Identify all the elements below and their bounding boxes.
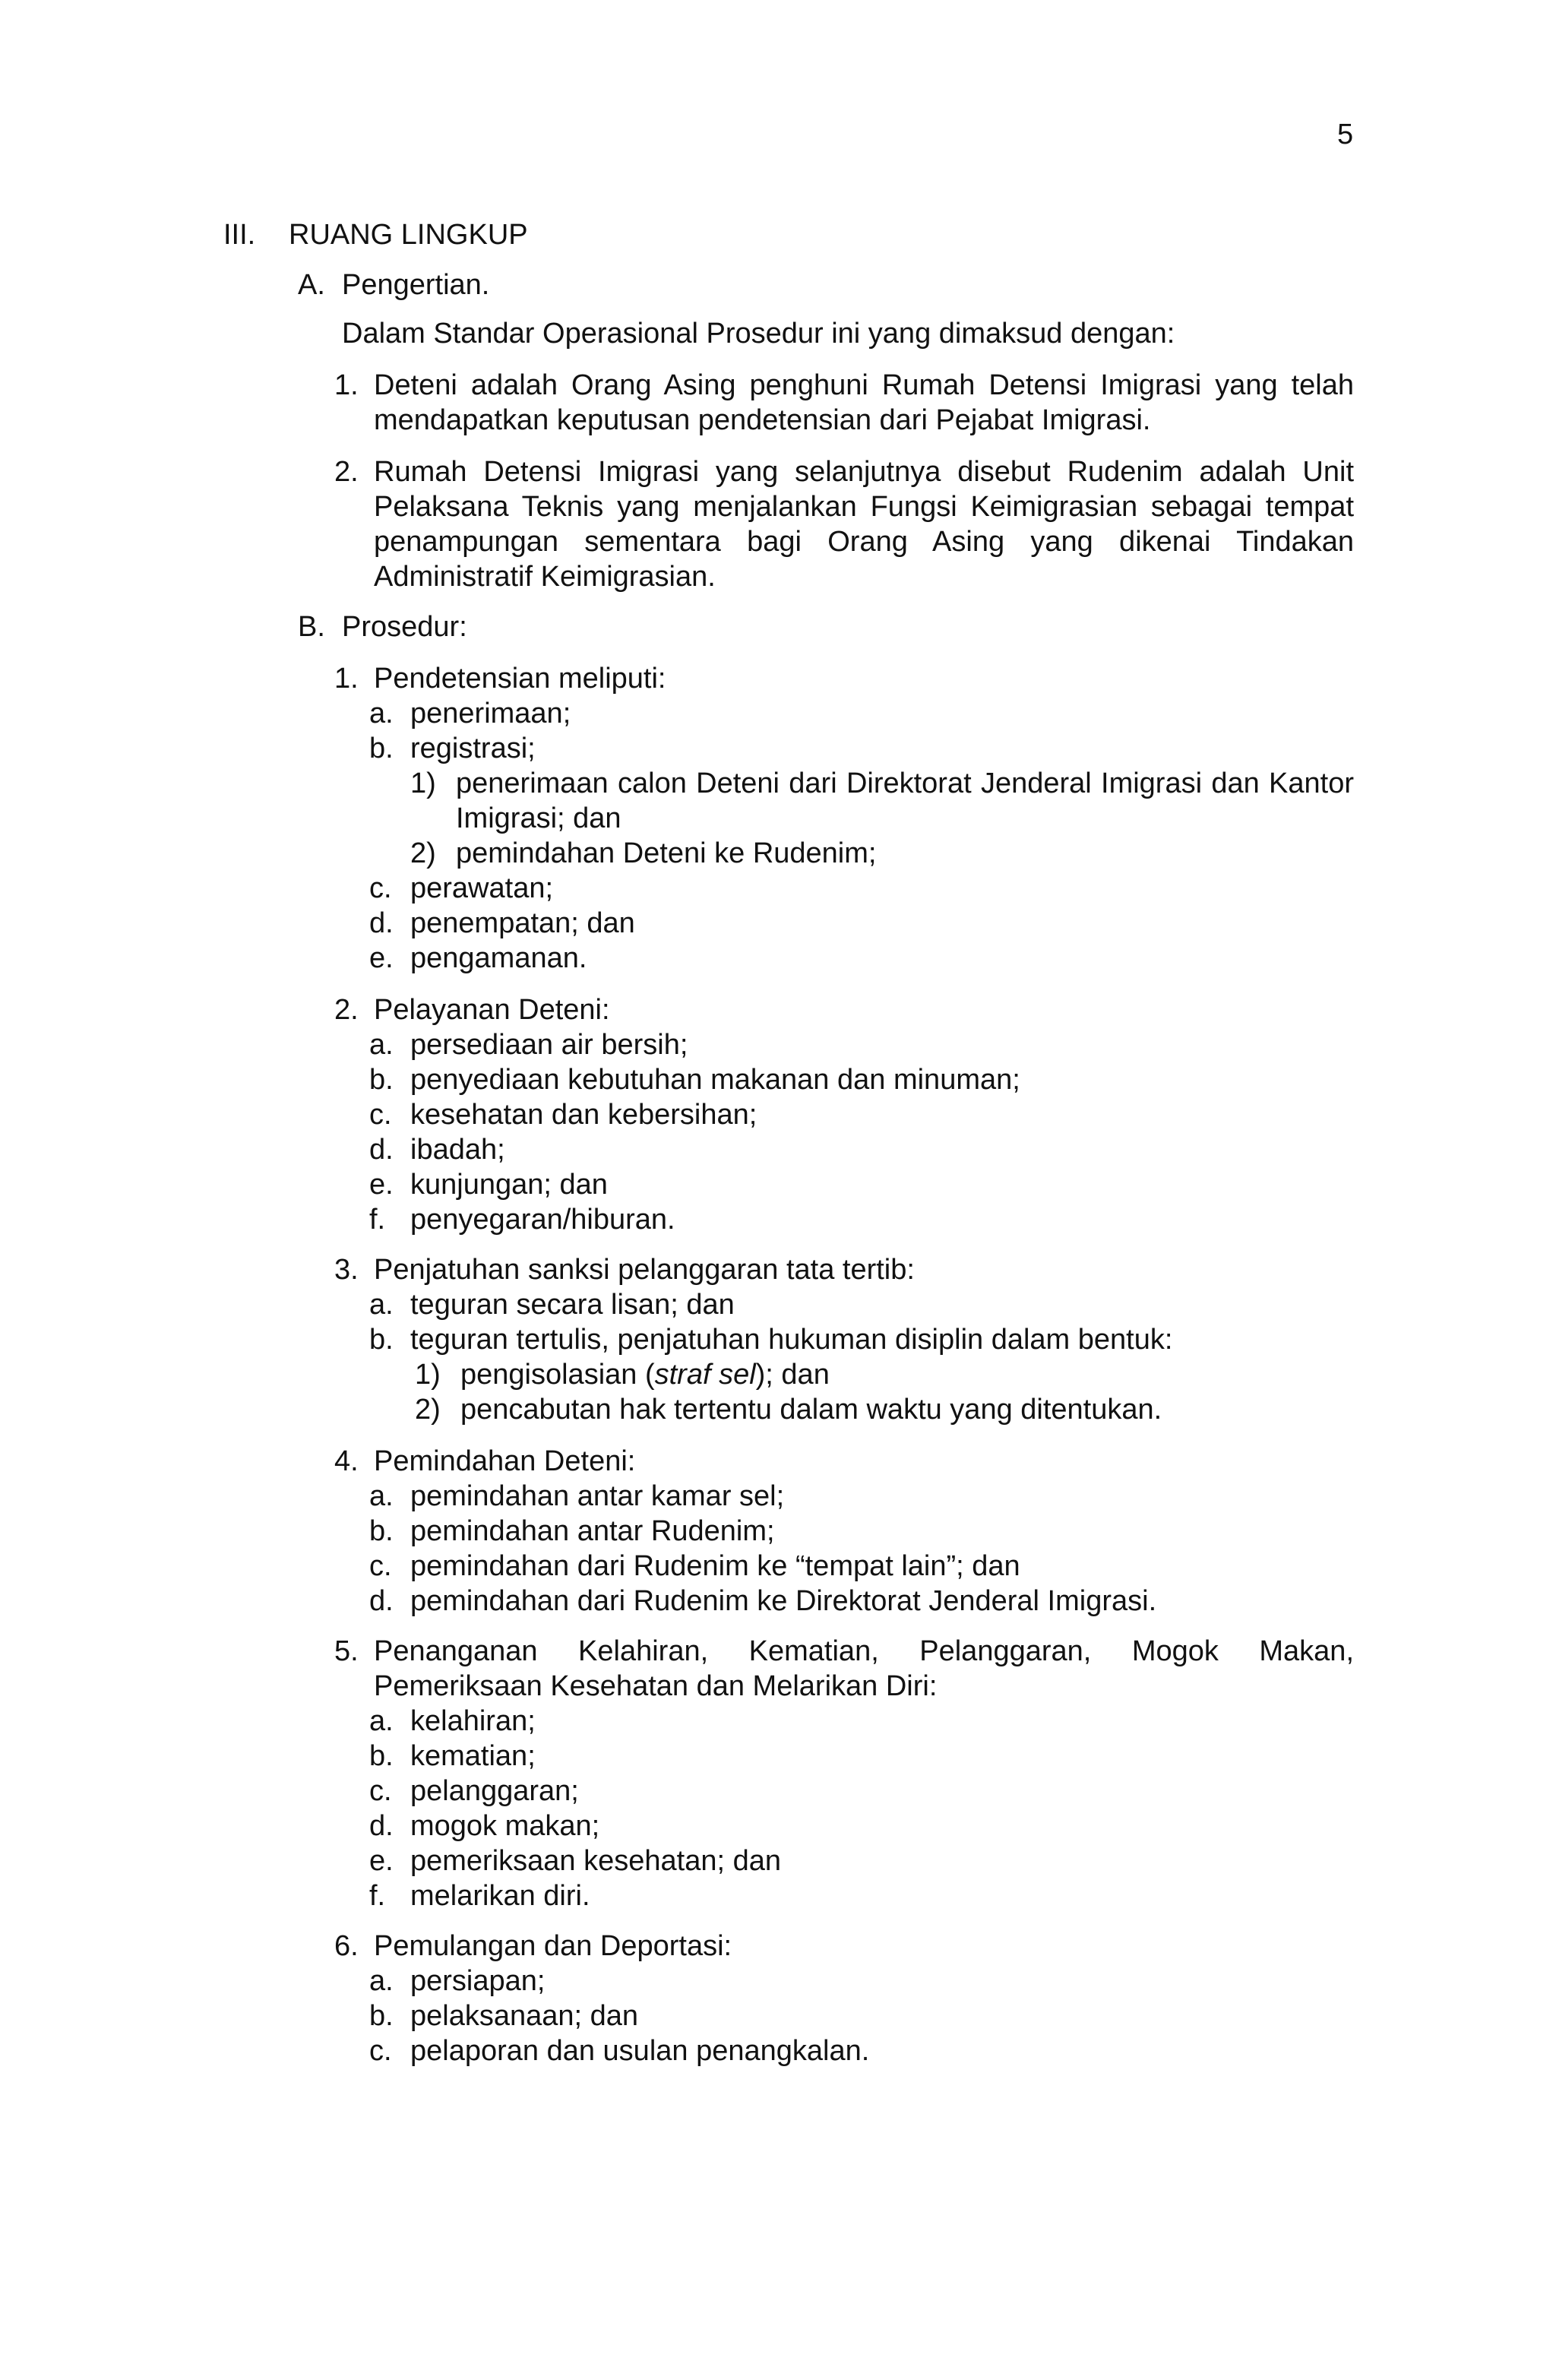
list-item: penyediaan kebutuhan makanan dan minuman; <box>410 1064 1020 1096</box>
list-item: persediaan air bersih; <box>410 1029 688 1061</box>
list-item: pemeriksaan kesehatan; dan <box>410 1845 781 1877</box>
list-item: melarikan diri. <box>410 1880 590 1912</box>
list-label: e. <box>369 1169 394 1201</box>
list-label: f. <box>369 1880 386 1912</box>
list-label: b. <box>369 1064 394 1096</box>
definition-1-number: 1. <box>334 369 359 401</box>
list-item: kunjungan; dan <box>410 1169 608 1201</box>
list-label: c. <box>369 1775 392 1807</box>
subsection-a-title: Pengertian. <box>342 269 490 301</box>
list-label: e. <box>369 1845 394 1877</box>
emphasis-text: straf sel <box>654 1359 756 1391</box>
list-item: pelanggaran; <box>410 1775 579 1807</box>
list-item: kesehatan dan kebersihan; <box>410 1099 757 1131</box>
list-label: b. <box>369 1515 394 1547</box>
procedure-6-title: Pemulangan dan Deportasi: <box>374 1930 732 1962</box>
list-item: penerimaan; <box>410 698 571 730</box>
list-label: a. <box>369 1289 394 1321</box>
list-label: d. <box>369 1585 394 1617</box>
list-item: teguran tertulis, penjatuhan hukuman disiplin dalam bentuk: <box>410 1324 1173 1356</box>
list-label: b. <box>369 733 394 764</box>
list-label: a. <box>369 1480 394 1512</box>
procedure-4-title: Pemindahan Deteni: <box>374 1445 636 1477</box>
sublist-label: 2) <box>415 1394 441 1426</box>
procedure-1-number: 1. <box>334 663 359 695</box>
list-item: pengamanan. <box>410 942 587 974</box>
list-item: ibadah; <box>410 1134 505 1166</box>
procedure-6-number: 6. <box>334 1930 359 1962</box>
sublist-text: pengisolasian ( <box>460 1359 655 1391</box>
procedure-5-number: 5. <box>334 1635 359 1667</box>
procedure-3-title: Penjatuhan sanksi pelanggaran tata tertib: <box>374 1254 915 1286</box>
list-item: kematian; <box>410 1740 536 1772</box>
sublist-item <box>460 1357 830 1392</box>
list-item: pemindahan antar Rudenim; <box>410 1515 775 1547</box>
sublist-label: 2) <box>410 837 436 869</box>
subsection-a-intro: Dalam Standar Operasional Prosedur ini yang dimaksud dengan: <box>342 318 1175 350</box>
list-item: teguran secara lisan; dan <box>410 1289 735 1321</box>
procedure-4-number: 4. <box>334 1445 359 1477</box>
list-label: a. <box>369 1705 394 1737</box>
list-label: b. <box>369 1740 394 1772</box>
sublist-label: 1) <box>410 767 436 799</box>
list-item: pemindahan dari Rudenim ke Direktorat Jenderal Imigrasi. <box>410 1585 1157 1617</box>
list-item: persiapan; <box>410 1965 546 1997</box>
list-label: b. <box>369 2000 394 2032</box>
list-label: f. <box>369 1204 386 1236</box>
page-number: 5 <box>1337 119 1354 150</box>
definition-2-number: 2. <box>334 456 359 488</box>
list-item: pemindahan dari Rudenim ke “tempat lain”; dan <box>410 1550 1020 1582</box>
procedure-5-title: Penanganan Kelahiran, Kematian, Pelanggaran, Mogok Makan, Pemeriksaan Kesehatan dan Melarikan Diri: <box>374 1635 1354 1702</box>
list-label: c. <box>369 1550 392 1582</box>
list-label: b. <box>369 1324 394 1356</box>
sublist-text: ); dan <box>755 1359 830 1391</box>
procedure-2-number: 2. <box>334 994 359 1026</box>
list-label: c. <box>369 2035 392 2067</box>
list-label: d. <box>369 1134 394 1166</box>
list-item: kelahiran; <box>410 1705 536 1737</box>
list-item: mogok makan; <box>410 1810 600 1842</box>
list-item: registrasi; <box>410 733 536 764</box>
list-label: a. <box>369 698 394 730</box>
list-item: penyegaran/hiburan. <box>410 1204 675 1236</box>
list-item: perawatan; <box>410 872 554 904</box>
sublist-item: pencabutan hak tertentu dalam waktu yang ditentukan. <box>460 1394 1162 1426</box>
list-label: a. <box>369 1029 394 1061</box>
list-item: penempatan; dan <box>410 907 635 939</box>
sublist-item: pemindahan Deteni ke Rudenim; <box>456 837 877 869</box>
subsection-b-title: Prosedur: <box>342 611 467 643</box>
list-item: pemindahan antar kamar sel; <box>410 1480 785 1512</box>
sublist-item: penerimaan calon Deteni dari Direktorat Jenderal Imigrasi dan Kantor Imigrasi; dan <box>456 767 1354 834</box>
sublist-label: 1) <box>415 1359 441 1391</box>
procedure-2-title: Pelayanan Deteni: <box>374 994 610 1026</box>
definition-2-text: Rumah Detensi Imigrasi yang selanjutnya disebut Rudenim adalah Unit Pelaksana Teknis yang menjalankan Fungsi Keimigrasian sebagai tempat penampungan sementara bagi Orang Asing yang dikenai Tindakan Administratif Keimigrasian. <box>374 456 1354 593</box>
procedure-3-number: 3. <box>334 1254 359 1286</box>
list-label: c. <box>369 872 392 904</box>
list-item: pelaporan dan usulan penangkalan. <box>410 2035 870 2067</box>
list-label: d. <box>369 1810 394 1842</box>
procedure-1-title: Pendetensian meliputi: <box>374 663 666 695</box>
list-label: a. <box>369 1965 394 1997</box>
list-item: pelaksanaan; dan <box>410 2000 639 2032</box>
list-label: c. <box>369 1099 392 1131</box>
section-number: III. <box>223 219 256 251</box>
section-title: RUANG LINGKUP <box>289 219 528 251</box>
subsection-a-label: A. <box>298 269 325 301</box>
definition-1-text: Deteni adalah Orang Asing penghuni Rumah Detensi Imigrasi yang telah mendapatkan keputusan pendetensian dari Pejabat Imigrasi. <box>374 369 1354 436</box>
list-label: d. <box>369 907 394 939</box>
list-label: e. <box>369 942 394 974</box>
subsection-b-label: B. <box>298 611 325 643</box>
